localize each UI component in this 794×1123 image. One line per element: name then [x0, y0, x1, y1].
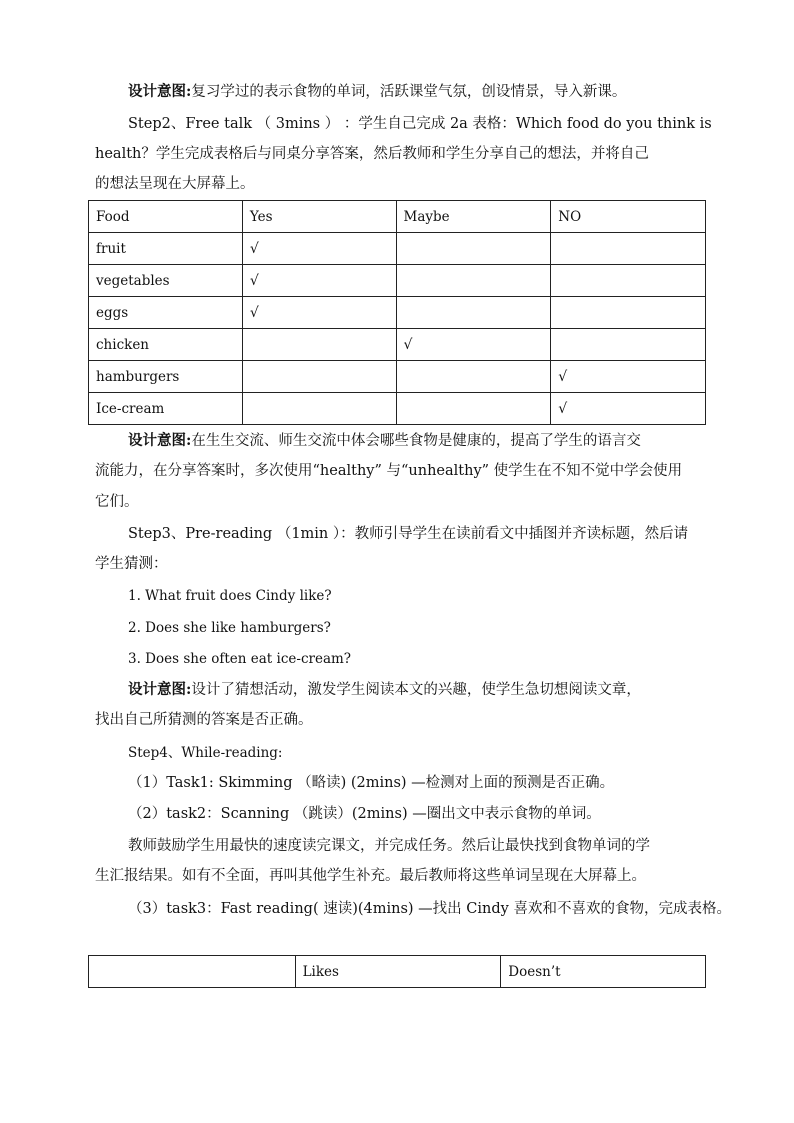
food-cell: chicken [89, 329, 243, 361]
food-cell: vegetables [89, 265, 243, 297]
food-cell: eggs [89, 297, 243, 329]
no-cell [551, 265, 706, 297]
table-row [89, 265, 706, 297]
maybe-cell [396, 393, 551, 425]
design-intent-label: 设计意图: [128, 432, 192, 449]
maybe-cell: √ [396, 329, 551, 361]
no-cell [551, 297, 706, 329]
design-intent-text: 复习学过的表示食物的单词，活跃课堂气氛，创设情景，导入新课。 [191, 84, 627, 100]
header-yes: Yes [242, 201, 396, 233]
question-1: 1. What fruit does Cindy like? [128, 588, 332, 604]
table-row [89, 297, 706, 329]
food-cell: hamburgers [89, 361, 243, 393]
yes-cell: √ [242, 265, 396, 297]
header-doesnt: Doesn’t [501, 956, 706, 988]
step4-line1: 教师鼓励学生用最快的速度读完课文，并完成任务。然后让最快找到食物单词的学 [128, 838, 650, 854]
maybe-cell [396, 297, 551, 329]
no-cell [551, 233, 706, 265]
no-cell [551, 329, 706, 361]
food-health-table [88, 200, 706, 425]
design-intent-text: 设计了猜想活动，激发学生阅读本文的兴趣，使学生急切想阅读文章， [191, 682, 641, 698]
likes-table [88, 955, 706, 988]
design-intent-text: 在生生交流、师生交流中体会哪些食物是健康的，提高了学生的语言交 [191, 433, 641, 449]
step4-line2: 生汇报结果。如有不全面，再叫其他学生补充。最后教师将这些单词呈现在大屏幕上。 [95, 868, 646, 884]
table-row [89, 233, 706, 265]
step2-line1: Step2、Free talk （ 3mins ） ：学生自己完成 2a 表格：Which food do you think is [128, 116, 712, 132]
design-intent-2-line2: 流能力，在分享答案时，多次使用“healthy” 与“unhealthy” 使学生在不知不觉中学会使用 [95, 463, 683, 479]
design-intent-label: 设计意图: [128, 681, 192, 698]
food-cell: Ice-cream [89, 393, 243, 425]
question-3: 3. Does she often eat ice-cream? [128, 651, 352, 667]
header-food: Food [89, 201, 243, 233]
step4-task2: （2）task2：Scanning （跳读）(2mins) —圈出文中表示食物的单词。 [128, 806, 601, 822]
question-2: 2. Does she like hamburgers? [128, 620, 331, 636]
header-likes: Likes [295, 956, 501, 988]
design-intent-2-line3: 它们。 [95, 494, 139, 510]
maybe-cell [396, 361, 551, 393]
design-intent-3-line1 [128, 680, 641, 700]
step2-line2: health？学生完成表格后与同桌分享答案，然后教师和学生分享自己的想法，并将自己 [95, 146, 649, 162]
no-cell: √ [551, 361, 706, 393]
table-header-row [89, 956, 706, 988]
yes-cell [242, 361, 396, 393]
design-intent-label: 设计意图: [128, 83, 192, 100]
header-maybe: Maybe [396, 201, 551, 233]
step4-task3: （3）task3：Fast reading( 速读)(4mins) —找出 Cindy 喜欢和不喜欢的食物，完成表格。 [128, 901, 731, 917]
table-row [89, 329, 706, 361]
yes-cell [242, 393, 396, 425]
table-row [89, 361, 706, 393]
design-intent-1 [128, 82, 626, 102]
table-row [89, 393, 706, 425]
food-cell: fruit [89, 233, 243, 265]
design-intent-2-line1 [128, 431, 641, 451]
step4-task1: （1）Task1: Skimming （略读) (2mins) —检测对上面的预测是否正确。 [128, 775, 615, 791]
header-empty [89, 956, 296, 988]
maybe-cell [396, 233, 551, 265]
step4-title: Step4、While-reading: [128, 745, 283, 761]
yes-cell [242, 329, 396, 361]
step2-line3: 的想法呈现在大屏幕上。 [95, 176, 255, 192]
no-cell: √ [551, 393, 706, 425]
table-header-row [89, 201, 706, 233]
header-no: NO [551, 201, 706, 233]
step3-line1: Step3、Pre-reading （1min ）：教师引导学生在读前看文中插图并齐读标题，然后请 [128, 526, 689, 542]
yes-cell: √ [242, 233, 396, 265]
step3-line2: 学生猜测： [95, 556, 168, 572]
design-intent-3-line2: 找出自己所猜测的答案是否正确。 [95, 712, 313, 728]
maybe-cell [396, 265, 551, 297]
yes-cell: √ [242, 297, 396, 329]
